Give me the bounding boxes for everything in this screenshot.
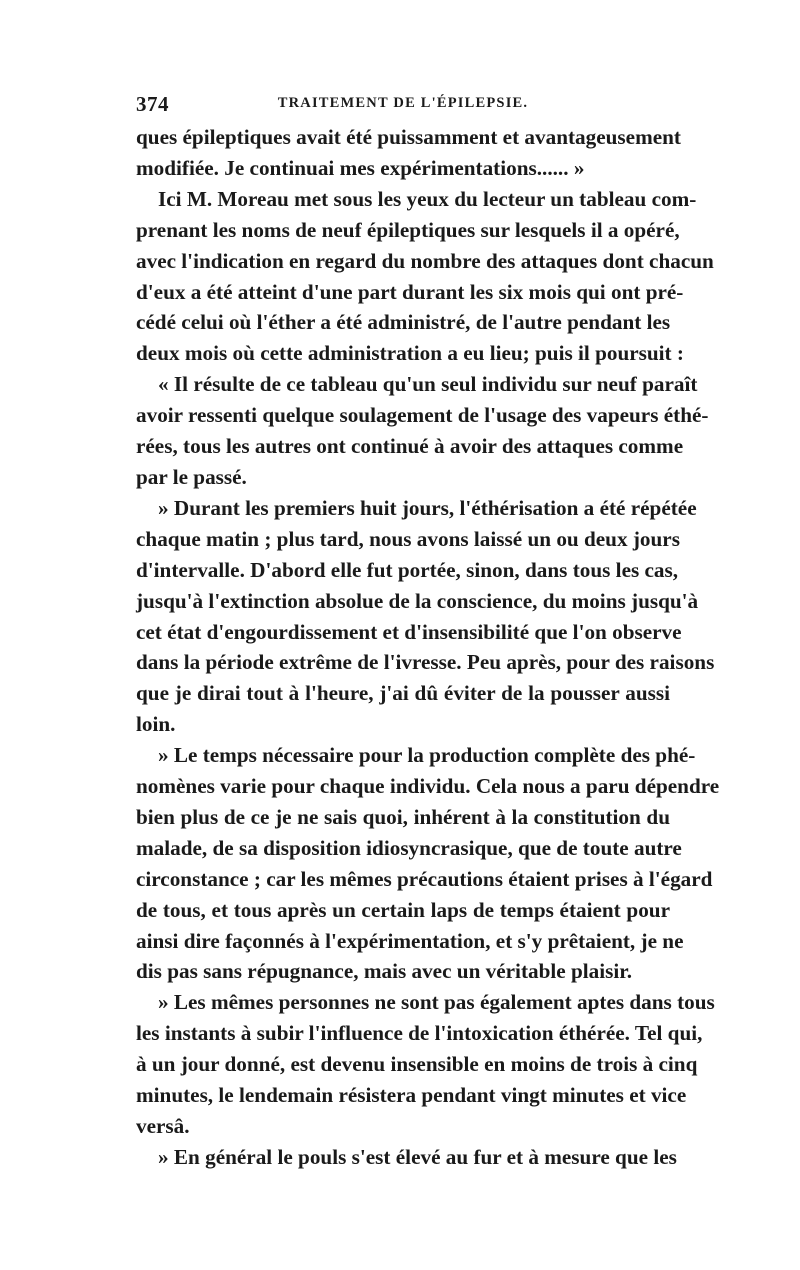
page-number: 374 (136, 92, 169, 116)
text-line: de tous, et tous après un certain laps de temps étaient pour (136, 897, 670, 922)
text-line: versâ. (136, 1114, 190, 1138)
text-line: jusqu'à l'extinction absolue de la conscience, du moins jusqu'à (136, 588, 699, 613)
text-line: nomènes varie pour chaque individu. Cela nous a paru dépendre (136, 774, 720, 799)
text-line: Ici M. Moreau met sous les yeux du lecteur un tableau com- (158, 186, 697, 211)
text-line: ques épileptiques avait été puissamment et avantageusement (136, 125, 681, 149)
text-line: » Durant les premiers huit jours, l'éthérisation a été répétée (158, 495, 697, 520)
text-line: dans la période extrême de l'ivresse. Peu après, pour des raisons (136, 650, 715, 675)
text-line: avec l'indication en regard du nombre des attaques dont chacun (136, 248, 714, 273)
text-line: rées, tous les autres ont continué à avoir des attaques comme (136, 434, 684, 459)
text-line: chaque matin ; plus tard, nous avons laissé un ou deux jours (136, 526, 680, 551)
text-line: modifiée. Je continuai mes expérimentations...... » (136, 155, 585, 180)
text-line: à un jour donné, est devenu insensible en moins de trois à cinq (136, 1052, 698, 1077)
text-line: minutes, le lendemain résistera pendant vingt minutes et vice (136, 1083, 687, 1108)
text-line: d'eux a été atteint d'une part durant les six mois qui ont pré- (136, 279, 684, 304)
text-line: » Le temps nécessaire pour la production complète des phé- (158, 743, 696, 768)
text-line: que je dirai tout à l'heure, j'ai dû éviter de la pousser aussi (136, 681, 670, 706)
text-line: dis pas sans répugnance, mais avec un véritable plaisir. (136, 959, 633, 984)
text-line: « Il résulte de ce tableau qu'un seul individu sur neuf paraît (158, 372, 698, 397)
text-line: prenant les noms de neuf épileptiques sur lesquels il a opéré, (136, 217, 680, 242)
text-line: » En général le pouls s'est élevé au fur et à mesure que les (158, 1144, 677, 1169)
text-line: deux mois où cette administration a eu lieu; puis il poursuit : (136, 341, 684, 366)
text-line: malade, de sa disposition idiosyncrasique, que de toute autre (136, 835, 682, 860)
body-text (136, 122, 720, 1173)
running-title: TRAITEMENT DE L'ÉPILEPSIE. (277, 95, 529, 111)
text-line: les instants à subir l'influence de l'intoxication éthérée. Tel qui, (136, 1021, 703, 1046)
text-line: loin. (136, 712, 176, 737)
text-line: cet état d'engourdissement et d'insensibilité que l'on observe (136, 619, 682, 644)
book-page (136, 92, 720, 1173)
text-line: cédé celui où l'éther a été administré, de l'autre pendant les (136, 310, 671, 335)
text-line: d'intervalle. D'abord elle fut portée, sinon, dans tous les cas, (136, 557, 679, 582)
text-line: avoir ressenti quelque soulagement de l'usage des vapeurs éthé- (136, 403, 709, 428)
text-line: circonstance ; car les mêmes précautions étaient prises à l'égard (136, 866, 713, 891)
text-line: ainsi dire façonnés à l'expérimentation, et s'y prêtaient, je ne (136, 928, 684, 953)
text-line: bien plus de ce je ne sais quoi, inhérent à la constitution du (136, 804, 670, 829)
text-line: par le passé. (136, 464, 247, 489)
page-header (136, 92, 670, 122)
text-line: » Les mêmes personnes ne sont pas également aptes dans tous (158, 990, 715, 1015)
